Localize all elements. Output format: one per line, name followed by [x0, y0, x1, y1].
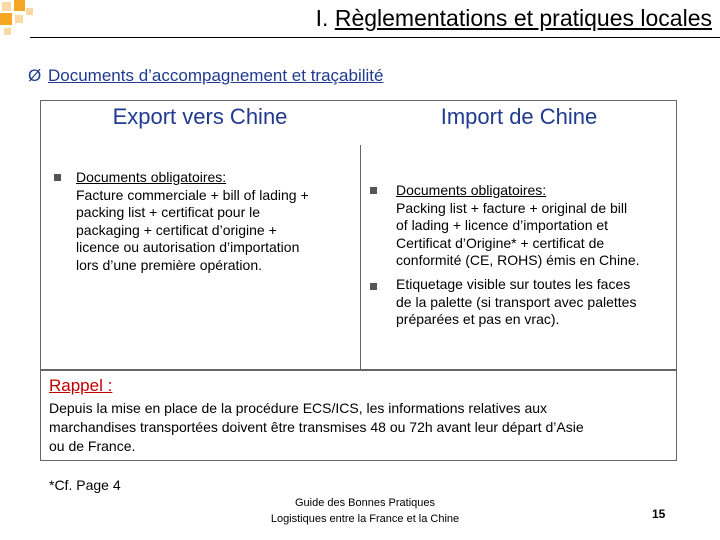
corner-square: [14, 0, 25, 11]
rappel-line: marchandises transportées doivent être transmises 48 ou 72h avant leur départ d’Asie: [49, 419, 584, 435]
page-number: 15: [652, 507, 666, 521]
import-labelling-block: [396, 276, 676, 329]
export-line: packaging + certificat d’origine +: [76, 221, 277, 238]
import-labelling-line: de la palette (si transport avec palettes: [396, 293, 637, 310]
section-heading-text: Documents d’accompagnement et traçabilité: [48, 66, 384, 85]
import-documents-block: [396, 182, 676, 270]
import-documents-label: Documents obligatoires:: [396, 182, 547, 198]
import-line: Packing list + facture + original de bill: [396, 199, 628, 216]
arrow-bullet-icon: Ø: [28, 66, 42, 85]
rappel-text: [49, 399, 671, 456]
import-line: of lading + licence d’importation et: [396, 217, 609, 233]
square-bullet-icon: [370, 187, 377, 194]
rappel-line: ou de France.: [49, 438, 136, 454]
import-line: conformité (CE, ROHS) émis en Chine.: [396, 252, 640, 268]
export-line: lors d’une première opération.: [76, 256, 262, 273]
export-line: Facture commerciale + bill of lading +: [76, 186, 309, 203]
column-divider: [360, 145, 361, 370]
import-labelling-line: Etiquetage visible sur toutes les faces: [396, 276, 631, 292]
footnote: *Cf. Page 4: [49, 477, 121, 493]
rappel-line: Depuis la mise en place de la procédure ECS/ICS, les informations relatives aux: [49, 400, 548, 416]
import-line: Certificat d’Origine* + certificat de: [396, 234, 605, 251]
corner-square: [0, 13, 12, 25]
corner-square: [15, 15, 23, 23]
corner-square: [2, 2, 11, 11]
export-documents-label: Documents obligatoires:: [76, 169, 227, 185]
footer-line: Guide des Bonnes Pratiques: [294, 497, 436, 509]
export-line: packing list + certificat pour le: [76, 204, 261, 220]
export-line: licence ou autorisation d’importation: [76, 239, 300, 255]
square-bullet-icon: [370, 283, 377, 290]
title-bar: [30, 0, 720, 38]
column-heading-export: Export vers Chine: [112, 104, 288, 129]
title-prefix: I.: [315, 5, 335, 31]
footer-guide-title: [230, 495, 500, 527]
import-labelling-line: préparées et pas en vrac).: [396, 311, 560, 327]
column-heading-import: Import de Chine: [440, 104, 598, 129]
title-main: Règlementations et pratiques locales: [334, 5, 712, 31]
square-bullet-icon: [54, 174, 61, 181]
section-heading: [28, 66, 383, 86]
export-documents-block: [76, 169, 356, 274]
corner-square: [4, 28, 11, 35]
rappel-label: Rappel :: [49, 376, 113, 395]
page-title: [316, 5, 712, 32]
footer-line: Logistiques entre la France et la Chine: [270, 513, 460, 525]
title-underline-rule: [30, 37, 720, 38]
